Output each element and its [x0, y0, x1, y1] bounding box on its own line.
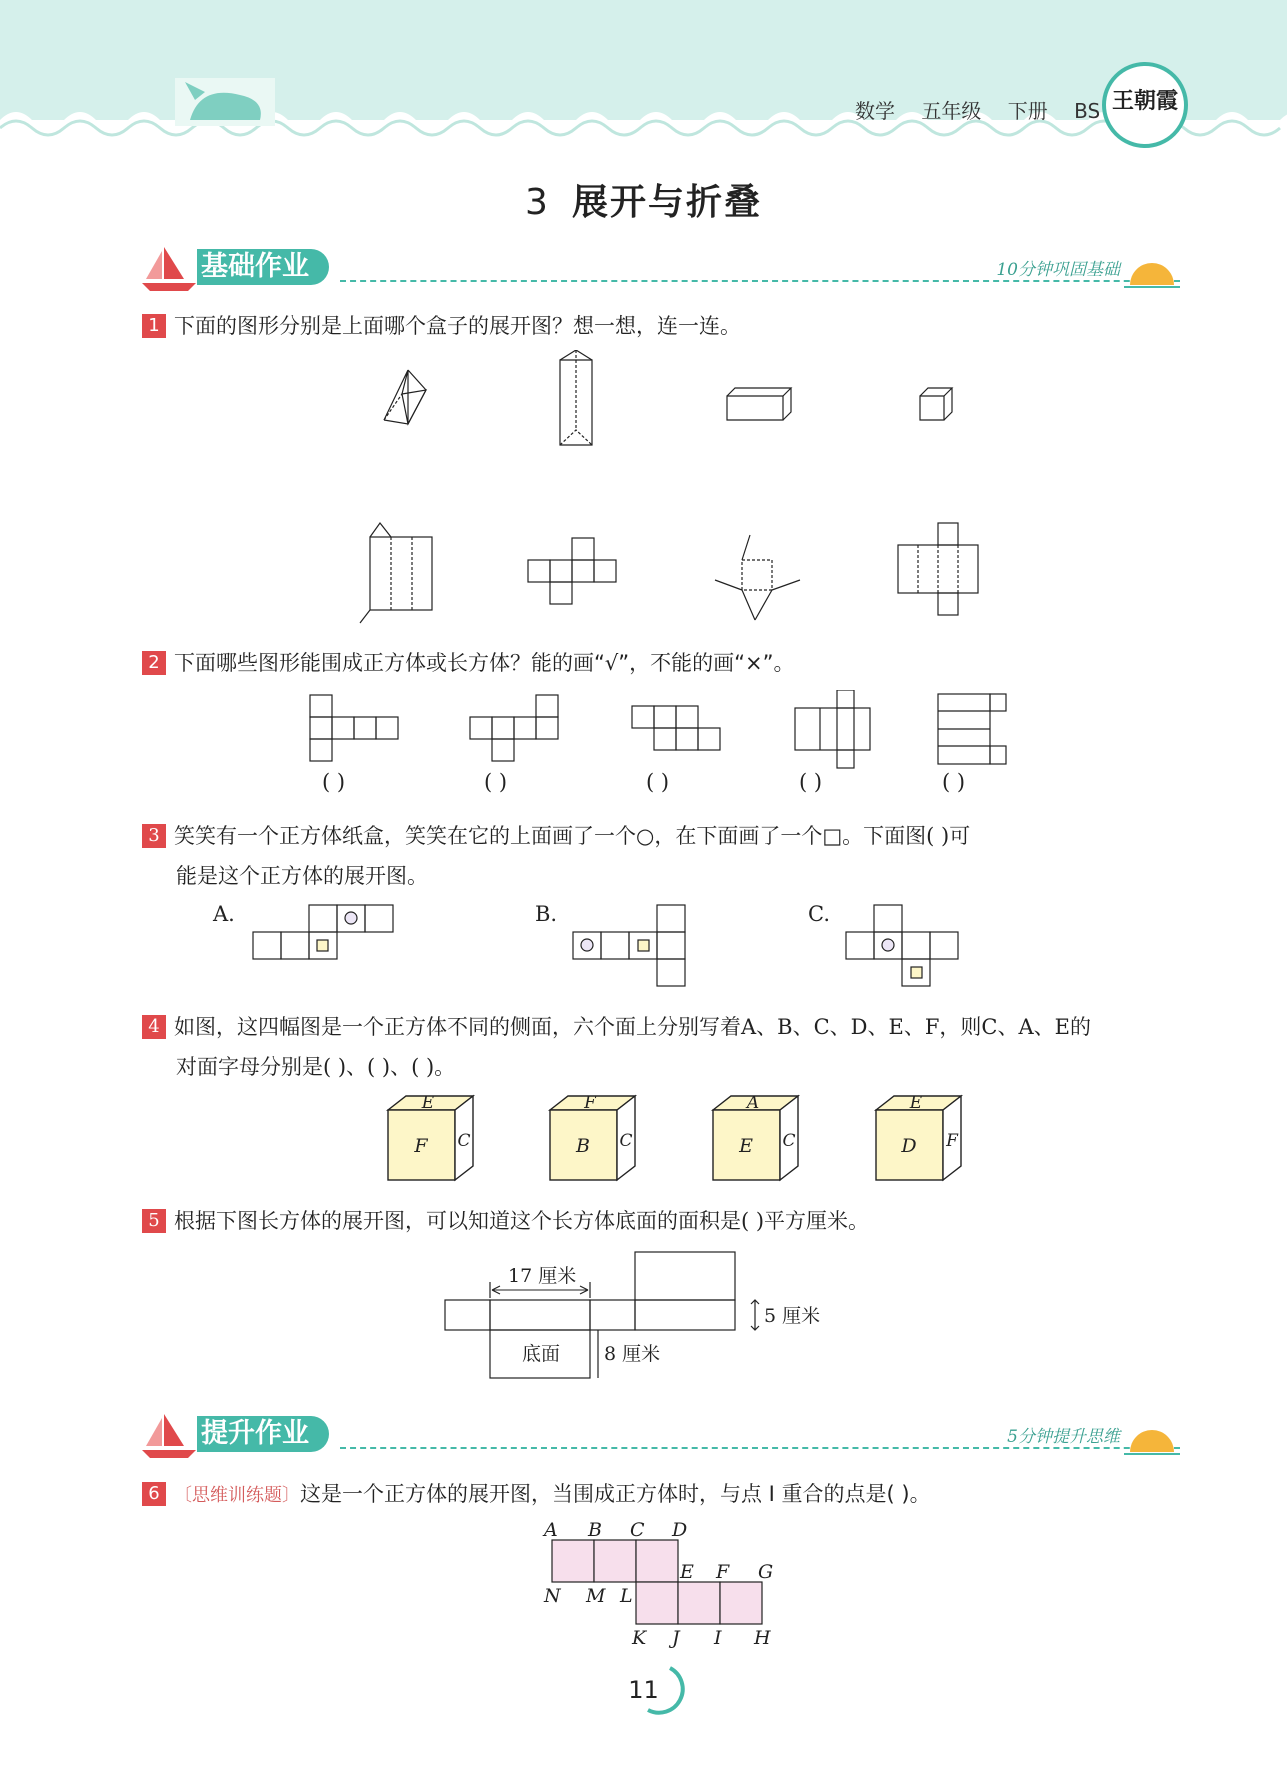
point-label-e: E	[680, 1561, 694, 1583]
brand-logo-text: 王朝霞	[1111, 88, 1178, 114]
section-divider	[340, 280, 1180, 282]
cube-net-cross	[528, 538, 616, 604]
question-3	[142, 816, 1182, 896]
point-label-h: H	[754, 1627, 771, 1648]
question-text: 根据下图长方体的展开图，可以知道这个长方体底面的面积是( )平方厘米。	[174, 1209, 870, 1233]
point-label-l: L	[620, 1585, 633, 1607]
cube-front-label: E	[739, 1135, 753, 1157]
cube-side-label: C	[782, 1131, 796, 1151]
net-option-1	[310, 695, 398, 761]
cube-view-1	[388, 1093, 473, 1180]
question-1	[142, 306, 741, 346]
question-text: 下面哪些图形能围成正方体或长方体？能的画“√”，不能的画“×”。	[174, 651, 795, 675]
answer-blank-2[interactable]: ( )	[484, 770, 508, 794]
book-meta	[855, 95, 1120, 124]
question-text: 下面的图形分别是上面哪个盒子的展开图？想一想，连一连。	[174, 314, 741, 338]
pyramid-net	[715, 535, 800, 620]
cube-side-label: F	[946, 1131, 958, 1151]
cuboid-figure	[727, 388, 791, 420]
point-label-n: N	[544, 1585, 561, 1607]
question-text: 这是一个正方体的展开图，当围成正方体时，与点 I 重合的点是( )。	[300, 1482, 931, 1506]
lesson-title: 展开与折叠	[571, 182, 762, 223]
point-label-f: F	[716, 1561, 730, 1583]
cube-top-label: E	[421, 1093, 435, 1113]
page-header	[0, 0, 1287, 160]
cube-view-4	[876, 1093, 961, 1180]
q2-nets	[300, 690, 1020, 770]
point-label-a: A	[544, 1519, 558, 1541]
question-text-line2: 能是这个正方体的展开图。	[176, 864, 428, 888]
question-number: 3	[142, 824, 166, 848]
section-advanced-note: 5分钟提升思维	[1007, 1427, 1120, 1447]
option-b-label: B.	[535, 902, 558, 926]
sunset-icon	[1124, 255, 1180, 291]
question-number: 4	[142, 1015, 166, 1039]
tall-prism-figure	[560, 350, 592, 445]
question-text-line1: 笑笑有一个正方体纸盒，笑笑在它的上面画了一个○，在下面画了一个□。下面图( )可	[174, 824, 971, 848]
cube-top-label: F	[584, 1093, 596, 1113]
question-number: 1	[142, 314, 166, 338]
section-basic-label: 基础作业	[197, 249, 329, 285]
lesson-number: 3	[525, 182, 550, 223]
cube-front-label: F	[414, 1135, 428, 1157]
question-number: 2	[142, 651, 166, 675]
cube-front-label: B	[576, 1135, 590, 1157]
question-text-line1: 如图，这四幅图是一个正方体不同的侧面，六个面上分别写着A、B、C、D、E、F，则C、A、E的	[174, 1015, 1091, 1039]
q1-nets	[350, 515, 1000, 625]
sailboat-icon	[140, 243, 200, 293]
net-option-a	[253, 905, 393, 959]
section-divider	[340, 1447, 1180, 1449]
page-number: 11	[628, 1676, 659, 1704]
height-label: 5 厘米	[764, 1305, 821, 1327]
whale-icon	[175, 78, 275, 126]
question-number: 5	[142, 1209, 166, 1233]
point-label-b: B	[588, 1519, 602, 1541]
grade-label: 五年级	[921, 99, 982, 123]
question-6	[142, 1474, 931, 1516]
cube-side-label: C	[457, 1131, 471, 1151]
sunset-icon	[1124, 1422, 1180, 1458]
point-label-m: M	[586, 1585, 606, 1607]
edition-label: BS	[1074, 99, 1101, 123]
page-title	[0, 174, 1287, 225]
net-option-3	[632, 706, 720, 750]
brand-logo	[1102, 62, 1188, 148]
base-label: 底面	[522, 1343, 561, 1365]
net-option-c	[846, 905, 958, 986]
cube-top-label: E	[909, 1093, 923, 1113]
q1-boxes	[370, 350, 1000, 450]
prism-net	[360, 523, 432, 623]
section-basic-note: 10分钟巩固基础	[996, 260, 1120, 280]
cuboid-net	[898, 523, 978, 615]
option-c-label: C.	[808, 902, 830, 926]
point-label-k: K	[632, 1627, 647, 1648]
cube-top-label: A	[746, 1093, 760, 1113]
page-number-swirl	[630, 1660, 690, 1720]
wave-background	[0, 0, 1287, 160]
answer-blank-5[interactable]: ( )	[942, 770, 966, 794]
pyramid-figure	[384, 370, 426, 424]
length-label: 17 厘米	[508, 1265, 577, 1287]
cube-front-label: D	[901, 1135, 917, 1157]
point-label-c: C	[630, 1519, 645, 1541]
net-option-b	[573, 905, 685, 986]
point-label-j: J	[672, 1627, 680, 1648]
subject-label: 数学	[855, 99, 895, 123]
cube-figure	[920, 388, 952, 420]
answer-blank-3[interactable]: ( )	[646, 770, 670, 794]
cube-view-2	[550, 1093, 635, 1180]
answer-blank-4[interactable]: ( )	[799, 770, 823, 794]
net-option-4	[795, 690, 870, 768]
question-5	[142, 1201, 869, 1241]
q3-nets	[250, 900, 970, 990]
answer-blank-1[interactable]: ( )	[322, 770, 346, 794]
q6-cube-net	[540, 1518, 800, 1648]
point-label-g: G	[758, 1561, 774, 1583]
q5-cuboid-net	[440, 1248, 840, 1383]
question-2	[142, 643, 795, 683]
net-option-5	[938, 694, 1006, 764]
section-basic-header	[140, 243, 1180, 293]
width-label: 8 厘米	[604, 1343, 661, 1365]
cube-side-label: C	[619, 1131, 633, 1151]
volume-label: 下册	[1007, 99, 1048, 123]
q4-cubes	[380, 1090, 980, 1190]
question-number: 6	[142, 1482, 166, 1506]
point-label-d: D	[672, 1519, 688, 1541]
question-tag: 〔思维训练题〕	[174, 1485, 300, 1506]
net-option-2	[470, 695, 558, 761]
option-a-label: A.	[213, 902, 235, 926]
question-text-line2: 对面字母分别是( )、( )、( )。	[176, 1055, 456, 1079]
question-4	[142, 1007, 1182, 1087]
sailboat-icon	[140, 1410, 200, 1460]
section-advanced-header	[140, 1410, 1180, 1460]
section-advanced-label: 提升作业	[197, 1416, 329, 1452]
point-label-i: I	[714, 1627, 722, 1648]
cube-view-3	[713, 1093, 798, 1180]
